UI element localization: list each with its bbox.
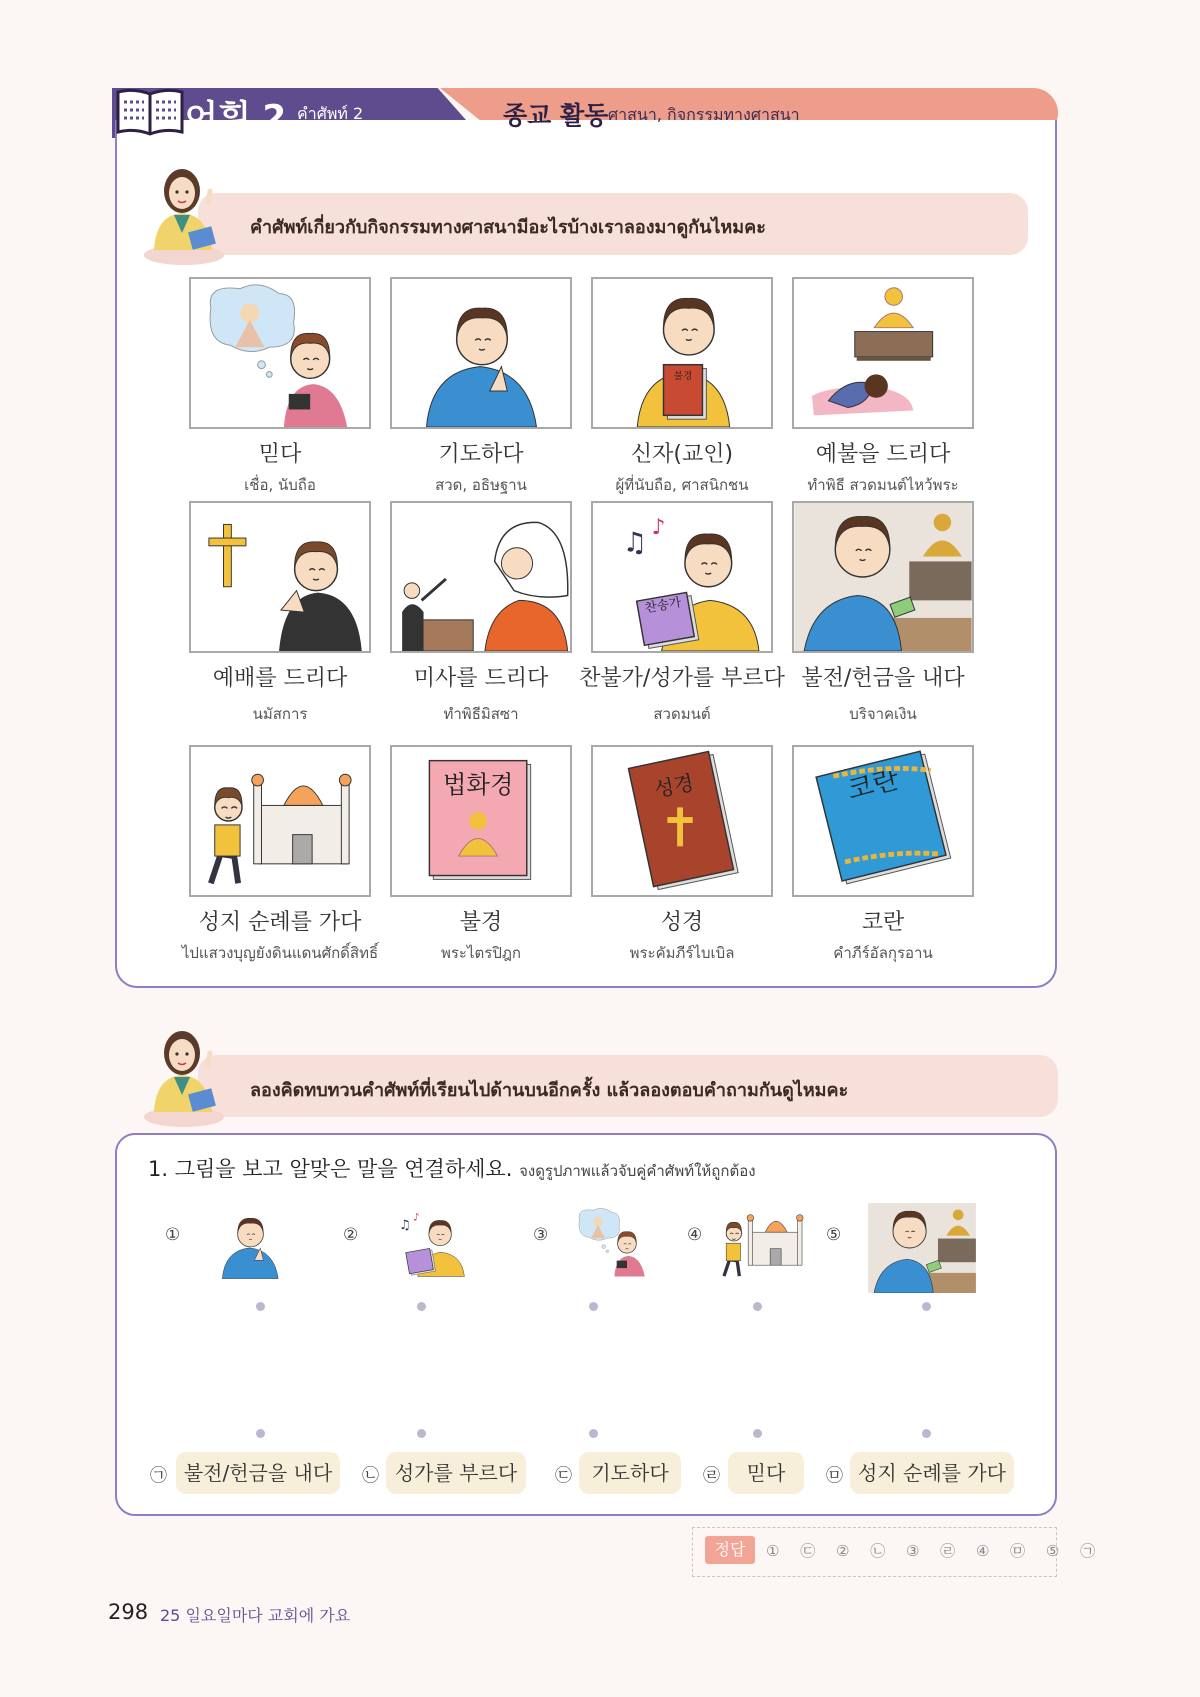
vocab-thai: เชื่อ, นับถือ xyxy=(244,476,316,494)
vocab-word: 불전/헌금을 내다 xyxy=(801,666,965,691)
hymn-picture xyxy=(385,1195,470,1287)
vocab-word: 믿다 xyxy=(258,442,302,467)
open-book-icon xyxy=(114,86,186,138)
church-worship-picture xyxy=(191,503,369,651)
vocab-card xyxy=(792,501,974,653)
choice-box[interactable]: 불전/헌금을 내다 xyxy=(176,1452,340,1494)
mass-picture xyxy=(392,503,570,651)
vocab-word: 찬불가/성가를 부르다 xyxy=(579,666,785,691)
choice-box[interactable]: 믿다 xyxy=(728,1452,804,1494)
vocab-word: 성지 순례를 가다 xyxy=(198,910,362,935)
exercise-picture xyxy=(385,1195,470,1287)
buddhist-worship-picture xyxy=(794,279,972,427)
match-dot[interactable] xyxy=(417,1429,426,1438)
vocab-word: 신자(교인) xyxy=(630,442,734,467)
exercise-picture xyxy=(713,1195,813,1287)
match-dot[interactable] xyxy=(753,1429,762,1438)
picture-number: ① xyxy=(165,1225,181,1245)
answer-text: ① ㉢ ② ㉡ ③ ㉣ ④ ㉤ ⑤ ㉠ xyxy=(766,1542,1097,1560)
choice-letter: ㉤ xyxy=(826,1466,843,1486)
vocab-thai: สวดมนต์ xyxy=(653,705,711,723)
picture-number: ④ xyxy=(687,1225,703,1245)
pilgrimage-picture xyxy=(713,1195,813,1287)
vocab-card xyxy=(390,501,572,653)
match-dot[interactable] xyxy=(256,1429,265,1438)
vocab-thai: ไปแสวงบุญยังดินแดนศักดิ์สิทธิ์ xyxy=(181,944,379,962)
svg-text:♫: ♫ xyxy=(399,1217,411,1233)
offering-picture xyxy=(868,1203,976,1293)
choice-letter: ㉢ xyxy=(555,1466,572,1486)
intro-bubble-text: คำศัพท์เกี่ยวกับกิจกรรมทางศาสนามีอะไรบ้างเราลองมาดูกันไหมคะ xyxy=(250,217,766,238)
vocab-word: 미사를 드리다 xyxy=(413,666,549,691)
svg-text:♪: ♪ xyxy=(651,515,666,541)
answer-label: 정답 xyxy=(705,1536,755,1564)
match-dot[interactable] xyxy=(753,1302,762,1311)
koran-picture xyxy=(794,747,972,895)
match-dot[interactable] xyxy=(417,1302,426,1311)
exercise-title-thai: จงดูรูปภาพแล้วจับคู่คำศัพท์ให้ถูกต้อง xyxy=(519,1162,756,1180)
svg-text:♪: ♪ xyxy=(413,1211,420,1224)
believe-picture xyxy=(191,279,369,427)
choice-letter: ㉣ xyxy=(703,1466,720,1486)
vocab-card xyxy=(189,277,371,429)
vocab-card xyxy=(189,745,371,897)
review-bubble-text: ลองคิดทบทวนคำศัพท์ที่เรียนไปด้านบนอีกครั้ง แล้วลองตอบคำถามกันดูไหมคะ xyxy=(250,1080,849,1101)
picture-number: ⑤ xyxy=(826,1225,842,1245)
exercise-title-korean: 1. 그림을 보고 알맞은 말을 연결하세요. xyxy=(148,1157,513,1181)
exercise-title xyxy=(148,1153,756,1183)
vocab-card xyxy=(390,277,572,429)
svg-text:찬송가: 찬송가 xyxy=(643,594,683,616)
vocab-card xyxy=(792,745,974,897)
choice-box[interactable]: 성지 순례를 가다 xyxy=(850,1452,1014,1494)
match-dot[interactable] xyxy=(589,1302,598,1311)
match-dot[interactable] xyxy=(922,1302,931,1311)
vocab-thai: พระคัมภีร์ไบเบิล xyxy=(629,944,735,962)
vocab-thai-title: คำศัพท์ 2 xyxy=(297,104,364,123)
topic-thai-title: ศาสนา, กิจกรรมทางศาสนา xyxy=(608,105,800,124)
vocab-card xyxy=(591,277,773,429)
vocab-card xyxy=(792,277,974,429)
choice-letter: ㉠ xyxy=(150,1466,167,1486)
topic-title: 종교 활동 xyxy=(503,101,609,130)
choice-box[interactable]: 기도하다 xyxy=(579,1452,681,1494)
svg-text:법화경: 법화경 xyxy=(442,769,514,799)
picture-number: ③ xyxy=(533,1225,549,1245)
vocab-thai: ทำพิธี สวดมนต์ไหว้พระ xyxy=(807,476,959,494)
page-number: 298 xyxy=(108,1600,149,1624)
exercise-picture xyxy=(868,1203,976,1293)
vocab-thai: พระไตรปิฎก xyxy=(440,944,522,962)
vocab-thai: นมัสการ xyxy=(252,705,308,723)
choice-letter: ㉡ xyxy=(362,1466,379,1486)
vocab-thai: ผู้ที่นับถือ, ศาสนิกชน xyxy=(615,476,749,494)
teacher-icon xyxy=(144,1017,234,1127)
hymn-picture xyxy=(593,503,771,651)
vocab-word: 예불을 드리다 xyxy=(815,442,951,467)
vocab-word: 성경 xyxy=(660,910,704,935)
vocab-word: 예배를 드리다 xyxy=(212,666,348,691)
exercise-picture xyxy=(570,1195,655,1287)
svg-text:♫: ♫ xyxy=(622,527,648,559)
vocab-word: 불경 xyxy=(459,910,503,935)
vocab-thai: คำภีร์อัลกุรอาน xyxy=(833,944,933,962)
svg-text:성경: 성경 xyxy=(652,770,696,803)
match-dot[interactable] xyxy=(256,1302,265,1311)
vocab-word: 코란 xyxy=(861,910,905,935)
vocab-card xyxy=(591,745,773,897)
choice-box[interactable]: 성가를 부르다 xyxy=(386,1452,526,1494)
bible-picture xyxy=(593,747,771,895)
svg-text:코란: 코란 xyxy=(844,763,903,807)
sutra-book-picture xyxy=(392,747,570,895)
svg-text:불경: 불경 xyxy=(673,370,693,382)
picture-number: ② xyxy=(343,1225,359,1245)
vocab-word: 기도하다 xyxy=(438,442,524,467)
pray-picture xyxy=(392,279,570,427)
teacher-icon xyxy=(144,155,234,265)
vocab-thai: สวด, อธิษฐาน xyxy=(435,476,527,494)
vocab-card xyxy=(591,501,773,653)
exercise-picture xyxy=(205,1195,295,1287)
vocab-thai: บริจาคเงิน xyxy=(849,705,917,723)
pray-picture xyxy=(205,1195,295,1287)
believe-picture xyxy=(570,1195,655,1287)
match-dot[interactable] xyxy=(589,1429,598,1438)
vocab-title: 어휘 2 xyxy=(185,98,287,138)
vocab-thai: ทำพิธีมิสซา xyxy=(443,705,519,723)
match-dot[interactable] xyxy=(922,1429,931,1438)
chapter-title: 25 일요일마다 교회에 가요 xyxy=(160,1606,351,1625)
offering-picture xyxy=(794,503,972,651)
believer-picture xyxy=(593,279,771,427)
pilgrimage-picture xyxy=(191,747,369,895)
vocab-card xyxy=(189,501,371,653)
vocab-card xyxy=(390,745,572,897)
